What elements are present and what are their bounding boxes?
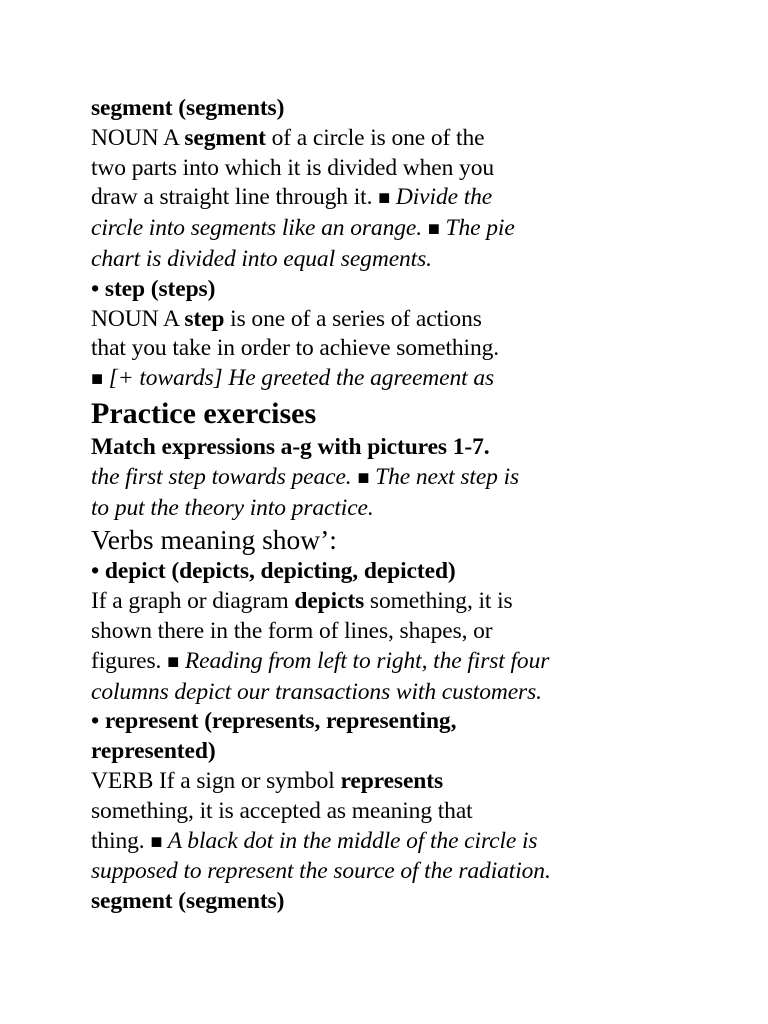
segment-definition-line-1 xyxy=(91,124,751,154)
depict-definition-line-2: shown there in the form of lines, shapes, or xyxy=(91,617,493,644)
text-span: NOUN A xyxy=(91,305,185,332)
headword-segment-repeated: segment (segments) xyxy=(91,888,285,915)
headword-depict: • depict (depicts, depicting, depicted) xyxy=(91,558,456,585)
square-bullet-icon: ■ xyxy=(378,187,391,210)
square-bullet-icon: ■ xyxy=(357,466,370,489)
text-span: draw a straight line through it. xyxy=(91,184,379,211)
step-definition-line-2: that you take in order to achieve something. xyxy=(91,335,500,362)
example-text: circle into segments like an orange. xyxy=(91,215,428,242)
keyword-step: step xyxy=(184,305,225,332)
text-span: thing. xyxy=(91,827,151,854)
step-example-continued-line-2: to put the theory into practice. xyxy=(91,494,374,521)
depict-definition-line-3 xyxy=(91,647,751,678)
represent-definition-line-1 xyxy=(91,767,751,797)
keyword-segment: segment xyxy=(184,124,266,151)
segment-example-line-4 xyxy=(91,214,751,245)
example-text: Reading from left to right, the first four xyxy=(179,647,550,674)
example-text: A black dot in the middle of the circle is xyxy=(162,827,538,854)
step-definition-line-1 xyxy=(91,305,751,335)
square-bullet-icon: ■ xyxy=(167,650,180,673)
example-text: the first step towards peace. xyxy=(91,463,358,490)
depict-example-line-4: columns depict our transactions with customers. xyxy=(91,678,542,705)
represent-definition-line-3 xyxy=(91,827,751,858)
square-bullet-icon: ■ xyxy=(150,830,163,853)
step-example-line-3 xyxy=(91,364,751,395)
keyword-depicts: depicts xyxy=(294,588,365,615)
depict-definition-line-1 xyxy=(91,587,751,617)
example-text: [+ towards] He greeted the agreement as xyxy=(102,365,495,392)
headword-segment: segment (segments) xyxy=(91,95,285,121)
step-example-continued-line-1 xyxy=(91,463,751,494)
practice-instruction: Match expressions a-g with pictures 1-7. xyxy=(91,433,490,460)
text-span: figures. xyxy=(91,647,168,674)
headword-represent: • represent (represents, representing, xyxy=(91,708,457,735)
text-span: something, it is xyxy=(364,588,513,615)
keyword-represents: represents xyxy=(340,767,444,794)
text-span: NOUN A xyxy=(91,124,185,151)
square-bullet-icon: ■ xyxy=(91,368,103,391)
square-bullet-icon: ■ xyxy=(427,218,440,241)
text-span: If a graph or diagram xyxy=(91,588,295,615)
segment-definition-line-3 xyxy=(91,183,751,214)
headword-step: • step (steps) xyxy=(91,275,216,302)
text-span: VERB If a sign or symbol xyxy=(91,767,341,794)
represent-definition-line-2: something, it is accepted as meaning that xyxy=(91,797,473,824)
text-span: is one of a series of actions xyxy=(224,305,482,332)
text-span: of a circle is one of the xyxy=(265,124,485,151)
represent-example-line-4: supposed to represent the source of the radiation. xyxy=(91,858,551,885)
segment-example-line-5: chart is divided into equal segments. xyxy=(91,245,432,272)
example-text: The pie xyxy=(439,215,515,242)
example-text: Divide the xyxy=(390,184,493,211)
dictionary-page xyxy=(91,94,751,917)
verbs-meaning-show-heading: Verbs meaning show’: xyxy=(91,524,337,556)
segment-definition-line-2: two parts into which it is divided when you xyxy=(91,154,494,181)
headword-represent-continued: represented) xyxy=(91,738,216,765)
practice-exercises-heading: Practice exercises xyxy=(91,396,317,430)
example-text: The next step is xyxy=(369,463,520,490)
